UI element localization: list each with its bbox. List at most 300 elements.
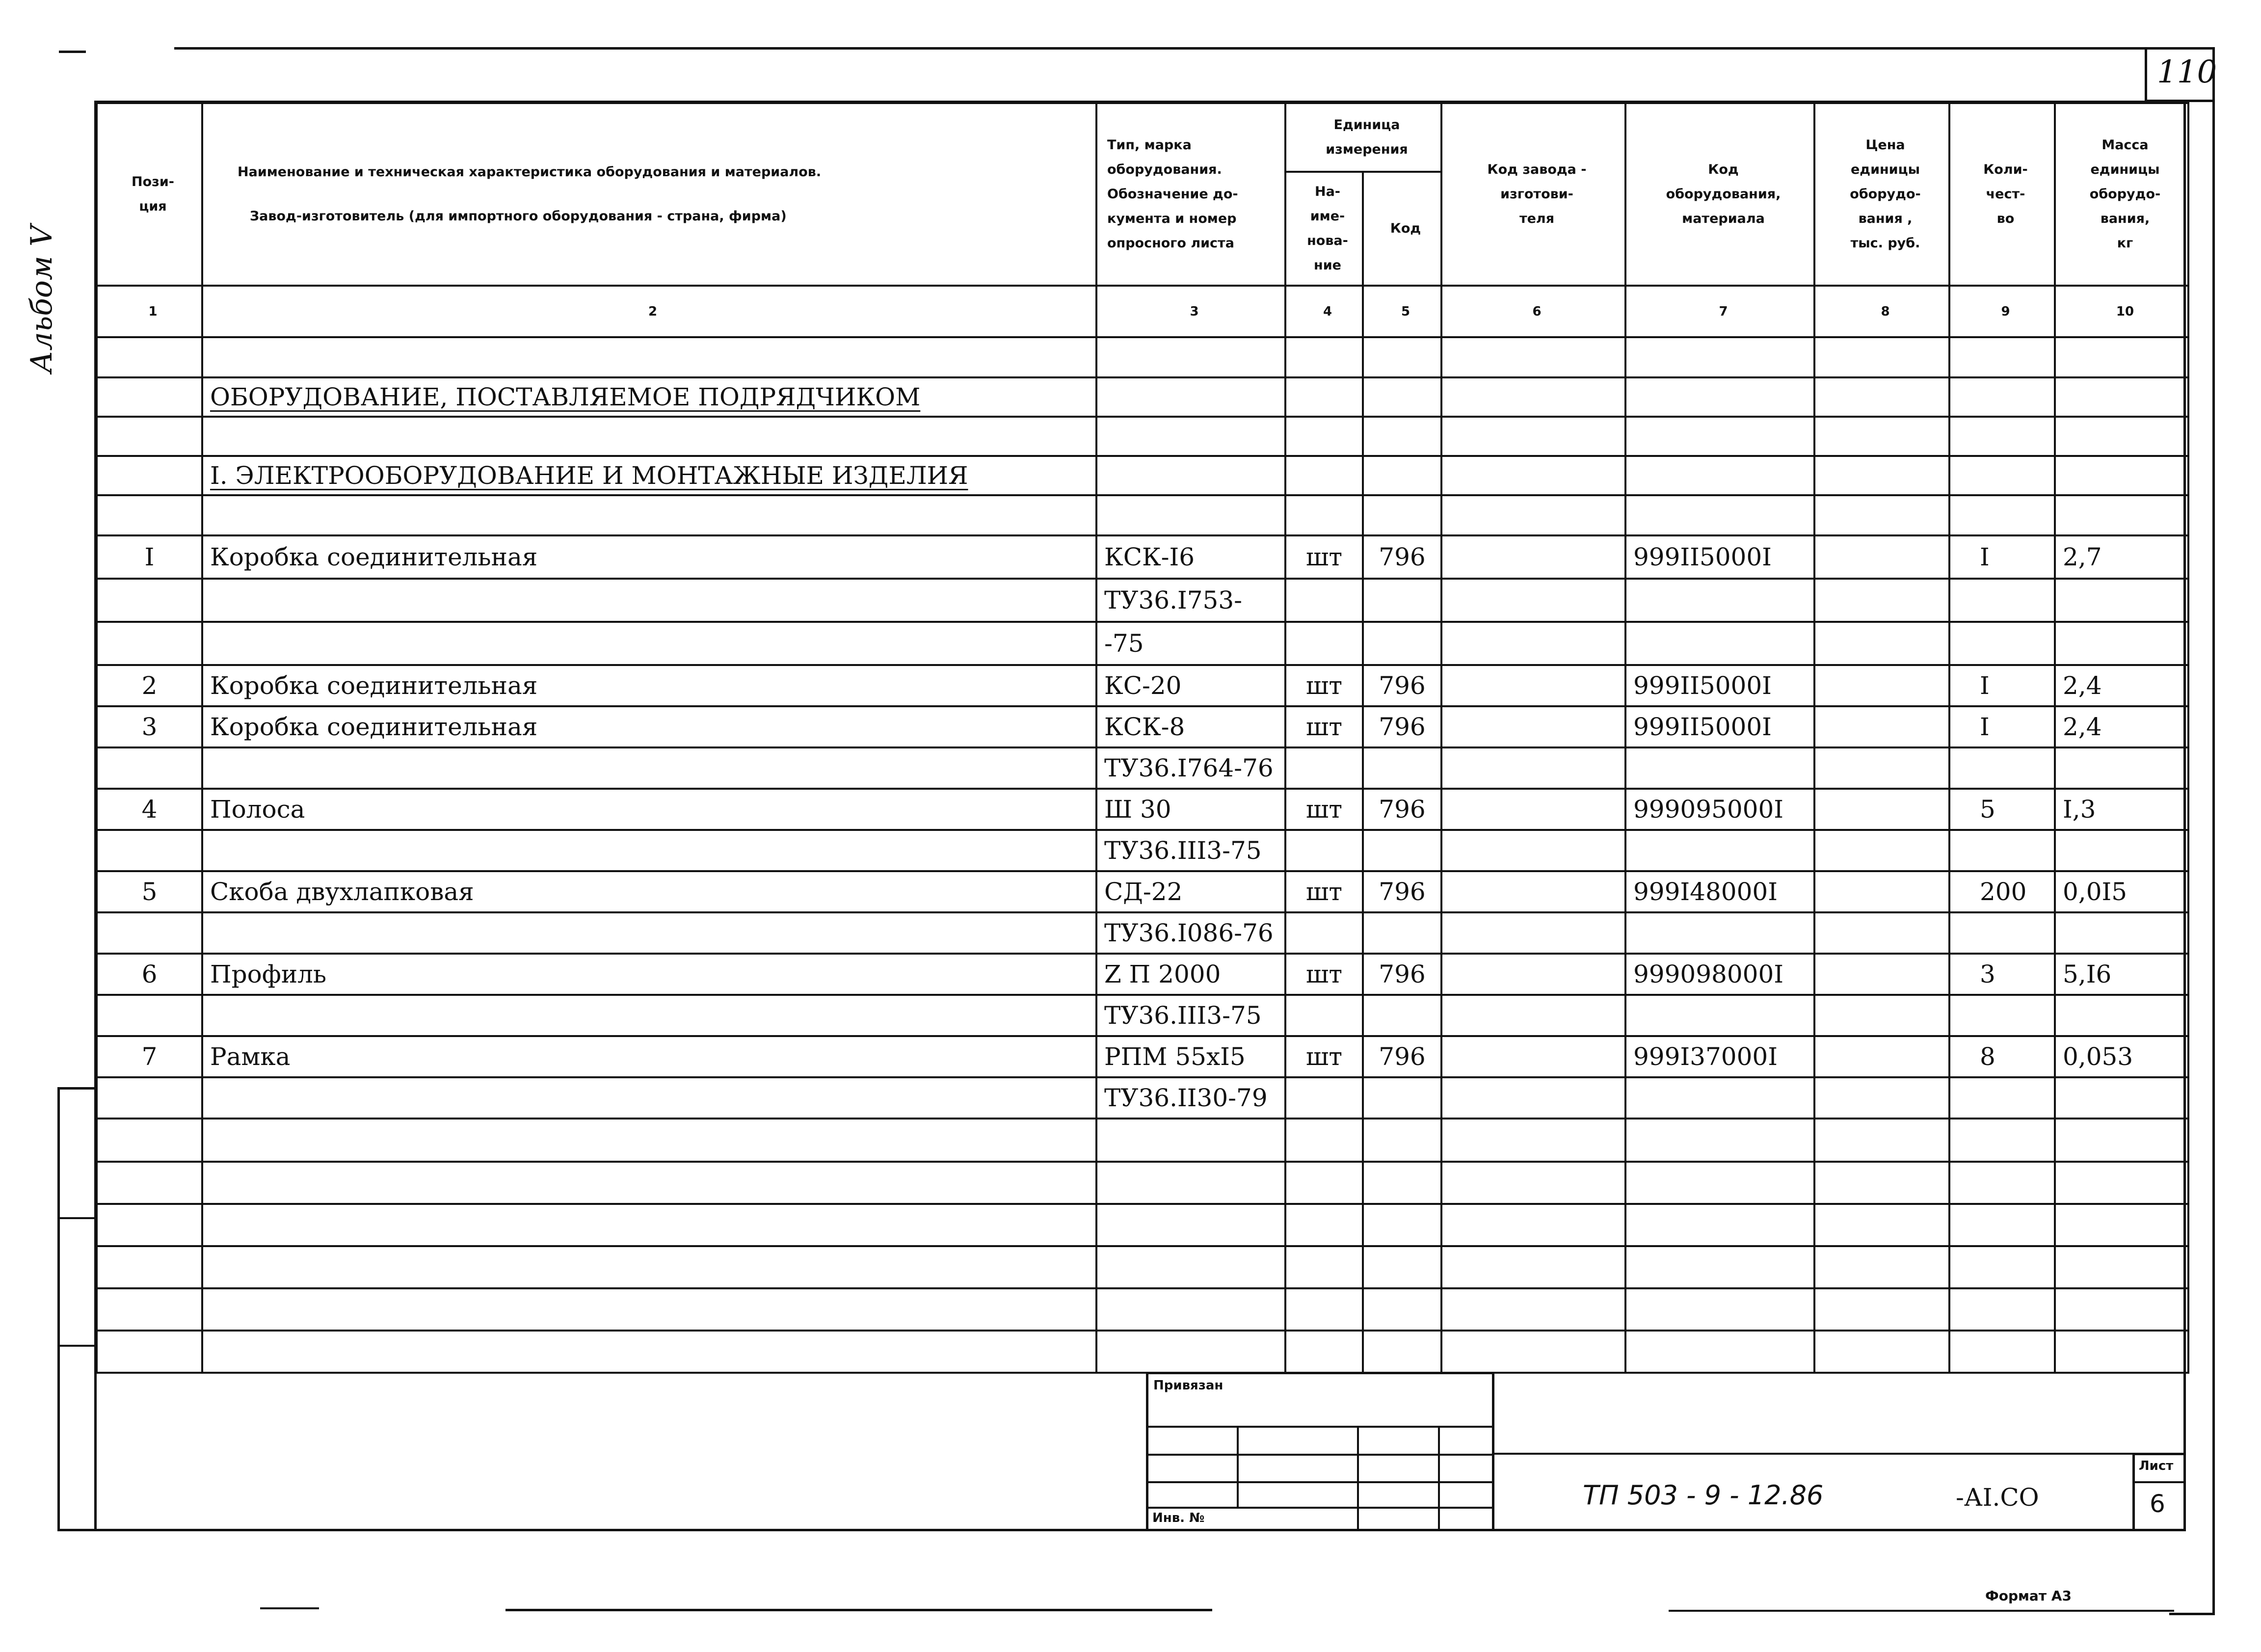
cell-col-4: шт [1285,1036,1363,1077]
cell-col-9 [1949,1246,2055,1288]
cell-col-10 [2055,1246,2188,1288]
stamp-col-line [1237,1426,1239,1507]
cell-col-5 [1363,1246,1441,1288]
cell-col-1: 4 [97,789,202,830]
cell-col-2: ОБОРУДОВАНИЕ, ПОСТАВЛЯЕМОЕ ПОДРЯДЧИКОМ [202,377,1096,417]
cell-col-5 [1363,1162,1441,1204]
cell-col-1: 3 [97,706,202,747]
cell-col-7 [1625,830,1814,871]
table-row [97,1119,2188,1162]
cell-col-4 [1285,337,1363,377]
page-number: 110 [2157,54,2217,90]
cell-col-4 [1285,995,1363,1036]
sheet-box-divider [2132,1481,2186,1483]
cell-col-6 [1441,1246,1625,1288]
cell-col-8 [1814,535,1949,579]
cell-col-10: 0,0I5 [2055,871,2188,912]
cell-col-10 [2055,377,2188,417]
cell-col-7: 999II5000I [1625,706,1814,747]
cell-col-1: 2 [97,665,202,706]
table-row [97,747,2188,789]
cell-col-8 [1814,747,1949,789]
cell-col-1 [97,495,202,535]
header-name-line1: Наименование и техническая характеристика оборудования и материалов. [238,164,822,180]
cell-col-7: 999II5000I [1625,665,1814,706]
cell-col-7 [1625,1288,1814,1331]
cell-col-2: I. ЭЛЕКТРООБОРУДОВАНИЕ И МОНТАЖНЫЕ ИЗДЕЛИЯ [202,456,1096,495]
cell-col-3 [1096,1204,1285,1246]
cell-col-1 [97,579,202,622]
cell-col-9 [1949,830,2055,871]
cell-col-9: I [1949,706,2055,747]
cell-col-6 [1441,495,1625,535]
cell-col-8 [1814,665,1949,706]
cell-col-1 [97,337,202,377]
table-row [97,495,2188,535]
cell-col-2: Скоба двухлапковая [202,871,1096,912]
table-row [97,995,2188,1036]
cell-col-2 [202,417,1096,456]
cell-col-4 [1285,1288,1363,1331]
cell-col-7 [1625,1204,1814,1246]
cell-col-9 [1949,622,2055,665]
cell-col-3 [1096,417,1285,456]
title-block-top-line [1492,1453,2186,1455]
cell-col-6 [1441,1288,1625,1331]
cell-col-6 [1441,1204,1625,1246]
cell-col-5 [1363,495,1441,535]
cell-col-3: ТУ36.III3-75 [1096,830,1285,871]
cell-col-1 [97,377,202,417]
cell-col-1: 7 [97,1036,202,1077]
cell-col-5: 796 [1363,1036,1441,1077]
cell-col-8 [1814,579,1949,622]
bottom-dash [260,1607,319,1609]
header-row [97,103,2188,172]
cell-col-2 [202,830,1096,871]
cell-col-6 [1441,995,1625,1036]
cell-col-1 [97,417,202,456]
cell-col-8 [1814,912,1949,954]
cell-col-4: шт [1285,535,1363,579]
cell-col-3 [1096,1119,1285,1162]
cell-col-9 [1949,337,2055,377]
cell-col-9 [1949,995,2055,1036]
cell-col-8 [1814,830,1949,871]
cell-col-1 [97,1119,202,1162]
cell-col-9: 5 [1949,789,2055,830]
column-number-9: 9 [1949,286,2055,337]
cell-col-3: ТУ36.I753- [1096,579,1285,622]
cell-col-5 [1363,747,1441,789]
cell-col-3: -75 [1096,622,1285,665]
cell-col-1: I [97,535,202,579]
cell-col-3 [1096,495,1285,535]
header-name-line2: Завод-изготовитель (для импортного оборудования - страна, фирма) [250,209,787,224]
cell-col-5 [1363,1119,1441,1162]
cell-col-7 [1625,417,1814,456]
cell-col-1 [97,622,202,665]
cell-col-9 [1949,1077,2055,1119]
top-border-line [174,47,2186,50]
stamp-col-line [1438,1426,1440,1531]
cell-col-2 [202,747,1096,789]
cell-col-8 [1814,1162,1949,1204]
cell-col-7: 999098000I [1625,954,1814,995]
cell-col-4: шт [1285,871,1363,912]
cell-col-2 [202,1288,1096,1331]
cell-col-8 [1814,706,1949,747]
cell-col-10 [2055,1077,2188,1119]
cell-col-9 [1949,579,2055,622]
cell-col-5 [1363,995,1441,1036]
cell-col-9 [1949,1331,2055,1373]
binding-strip-divider [57,1217,97,1219]
cell-col-1 [97,912,202,954]
cell-col-8 [1814,1288,1949,1331]
cell-col-4: шт [1285,954,1363,995]
cell-col-8 [1814,622,1949,665]
bottom-outer-border [2169,1613,2215,1615]
inventory-label: Инв. № [1152,1511,1205,1525]
cell-col-5 [1363,1077,1441,1119]
cell-col-10 [2055,337,2188,377]
column-number-2: 2 [202,286,1096,337]
right-outer-border [2212,47,2215,1615]
cell-col-9 [1949,456,2055,495]
stamp-line [1148,1454,1492,1456]
table-row [97,1288,2188,1331]
cell-col-4: шт [1285,706,1363,747]
cell-col-2 [202,1119,1096,1162]
cell-col-6 [1441,377,1625,417]
cell-col-9 [1949,747,2055,789]
cell-col-7: 999I48000I [1625,871,1814,912]
stamp-line [1148,1481,1492,1483]
cell-col-5 [1363,337,1441,377]
cell-col-3 [1096,1162,1285,1204]
cell-col-6 [1441,1036,1625,1077]
header-position: Пози- ция [97,103,202,286]
cell-col-3: ТУ36.I086-76 [1096,912,1285,954]
table-row [97,706,2188,747]
cell-col-9 [1949,377,2055,417]
table-row [97,665,2188,706]
cell-col-5 [1363,579,1441,622]
table-row [97,535,2188,579]
cell-col-3: КС-20 [1096,665,1285,706]
cell-col-3: РПМ 55хI5 [1096,1036,1285,1077]
cell-col-6 [1441,622,1625,665]
cell-col-8 [1814,1036,1949,1077]
cell-col-10 [2055,912,2188,954]
cell-col-5 [1363,622,1441,665]
header-mass: Масса единицы оборудо- вания, кг [2055,103,2188,286]
cell-col-5: 796 [1363,665,1441,706]
cell-col-9: I [1949,665,2055,706]
cell-col-5: 796 [1363,706,1441,747]
document-number: ТП 503 - 9 - 12.86 [1583,1480,1824,1511]
cell-col-4 [1285,912,1363,954]
cell-col-4 [1285,417,1363,456]
cell-col-3: КСК-I6 [1096,535,1285,579]
cell-col-8 [1814,1077,1949,1119]
table-row [97,912,2188,954]
cell-col-1: 5 [97,871,202,912]
cell-col-4: шт [1285,789,1363,830]
margin-note: Альбом V [25,225,59,373]
cell-col-5: 796 [1363,789,1441,830]
table-row [97,1246,2188,1288]
cell-col-1 [97,995,202,1036]
cell-col-9 [1949,1288,2055,1331]
cell-col-4 [1285,1204,1363,1246]
cell-col-10 [2055,1119,2188,1162]
table-row [97,622,2188,665]
cell-col-7 [1625,912,1814,954]
sheet-number: 6 [2150,1490,2165,1518]
table-row [97,1331,2188,1373]
cell-col-10: 5,I6 [2055,954,2188,995]
cell-col-8 [1814,1246,1949,1288]
table-row [97,789,2188,830]
cell-col-6 [1441,337,1625,377]
cell-col-2 [202,622,1096,665]
cell-col-1 [97,1288,202,1331]
cell-col-10: 0,053 [2055,1036,2188,1077]
cell-col-10 [2055,747,2188,789]
cell-col-7 [1625,456,1814,495]
cell-col-6 [1441,579,1625,622]
table-row [97,830,2188,871]
cell-col-8 [1814,1204,1949,1246]
cell-col-6 [1441,456,1625,495]
cell-col-10: 2,4 [2055,706,2188,747]
cell-col-8 [1814,789,1949,830]
cell-col-10 [2055,579,2188,622]
cell-col-6 [1441,789,1625,830]
cell-col-8 [1814,456,1949,495]
cell-col-9 [1949,1119,2055,1162]
header-name [202,103,1096,286]
cell-col-3 [1096,456,1285,495]
cell-col-6 [1441,535,1625,579]
cell-col-3 [1096,1288,1285,1331]
cell-col-2 [202,1246,1096,1288]
binding-strip [57,1087,97,1531]
cell-col-6 [1441,830,1625,871]
cell-col-4 [1285,747,1363,789]
cell-col-7 [1625,747,1814,789]
cell-col-8 [1814,1331,1949,1373]
cell-col-5 [1363,417,1441,456]
cell-col-6 [1441,871,1625,912]
cell-col-10 [2055,1162,2188,1204]
cell-col-7 [1625,1246,1814,1288]
header-type: Тип, марка оборудования. Обозначение до- кумента и номер опросного листа [1096,103,1285,286]
table-row [97,1077,2188,1119]
header-factory-code: Код завода - изготови- теля [1441,103,1625,286]
cell-col-6 [1441,1331,1625,1373]
cell-col-2 [202,495,1096,535]
cell-col-2 [202,1077,1096,1119]
top-left-dash [59,51,86,53]
cell-col-5 [1363,830,1441,871]
cell-col-1: 6 [97,954,202,995]
cell-col-10 [2055,830,2188,871]
cell-col-1 [97,1204,202,1246]
stamp-col-line [1357,1426,1359,1531]
cell-col-5: 796 [1363,954,1441,995]
cell-col-3: КСК-8 [1096,706,1285,747]
specification-table [96,102,2189,1374]
cell-col-7 [1625,1077,1814,1119]
cell-col-4 [1285,622,1363,665]
cell-col-9: I [1949,535,2055,579]
header-unit-code: Код [1363,172,1441,286]
cell-col-10: I,3 [2055,789,2188,830]
header-material-code: Код оборудования, материала [1625,103,1814,286]
cell-col-2: Коробка соединительная [202,535,1096,579]
cell-col-3: Z П 2000 [1096,954,1285,995]
cell-col-4 [1285,579,1363,622]
cell-col-2: Полоса [202,789,1096,830]
cell-col-3: СД-22 [1096,871,1285,912]
cell-col-7 [1625,622,1814,665]
cell-col-6 [1441,1077,1625,1119]
cell-col-2 [202,579,1096,622]
bottom-line [505,1609,1212,1611]
column-number-6: 6 [1441,286,1625,337]
cell-col-7 [1625,1119,1814,1162]
table-row [97,337,2188,377]
cell-col-4 [1285,495,1363,535]
cell-col-5 [1363,912,1441,954]
cell-col-9 [1949,1162,2055,1204]
cell-col-9: 3 [1949,954,2055,995]
cell-col-7: 999I37000I [1625,1036,1814,1077]
cell-col-2 [202,1204,1096,1246]
cell-col-2: Рамка [202,1036,1096,1077]
cell-col-7 [1625,377,1814,417]
cell-col-8 [1814,995,1949,1036]
cell-col-3 [1096,377,1285,417]
cell-col-2: Коробка соединительная [202,706,1096,747]
cell-col-8 [1814,954,1949,995]
column-number-10: 10 [2055,286,2188,337]
cell-col-2: Профиль [202,954,1096,995]
cell-col-6 [1441,417,1625,456]
column-number-3: 3 [1096,286,1285,337]
stamp-line [1148,1507,1492,1509]
cell-col-5 [1363,1288,1441,1331]
cell-col-9 [1949,1204,2055,1246]
cell-col-7 [1625,1162,1814,1204]
column-number-5: 5 [1363,286,1441,337]
cell-col-6 [1441,747,1625,789]
cell-col-6 [1441,706,1625,747]
header-unit-name: На- име- нова- ние [1285,172,1363,286]
cell-col-8 [1814,495,1949,535]
cell-col-5 [1363,1204,1441,1246]
cell-col-10 [2055,1204,2188,1246]
cell-col-10 [2055,995,2188,1036]
column-number-1: 1 [97,286,202,337]
cell-col-9: 200 [1949,871,2055,912]
cell-col-1 [97,747,202,789]
column-number-8: 8 [1814,286,1949,337]
cell-col-9 [1949,495,2055,535]
table-row [97,1036,2188,1077]
cell-col-2 [202,1331,1096,1373]
cell-col-5 [1363,456,1441,495]
cell-col-4: шт [1285,665,1363,706]
cell-col-7 [1625,337,1814,377]
cell-col-10 [2055,1288,2188,1331]
cell-col-10 [2055,456,2188,495]
cell-col-6 [1441,1119,1625,1162]
header-quantity: Коли- чест- во [1949,103,2055,286]
cell-col-3: ТУ36.I764-76 [1096,747,1285,789]
table-row [97,579,2188,622]
bottom-right-line [1669,1610,2174,1612]
cell-col-2 [202,337,1096,377]
cell-col-9 [1949,417,2055,456]
cell-col-2: Коробка соединительная [202,665,1096,706]
cell-col-6 [1441,1162,1625,1204]
table-row [97,1204,2188,1246]
cell-col-1 [97,456,202,495]
cell-col-1 [97,1077,202,1119]
cell-col-3 [1096,1246,1285,1288]
cell-col-7 [1625,495,1814,535]
cell-col-7 [1625,579,1814,622]
cell-col-5: 796 [1363,871,1441,912]
cell-col-1 [97,830,202,871]
cell-col-4 [1285,377,1363,417]
header-unit-group: Единица измерения [1285,103,1441,172]
cell-col-10: 2,7 [2055,535,2188,579]
cell-col-4 [1285,830,1363,871]
cell-col-6 [1441,665,1625,706]
cell-col-5 [1363,377,1441,417]
section-heading-row [97,377,2188,417]
linked-label: Привязан [1153,1378,1224,1393]
cell-col-4 [1285,1162,1363,1204]
format-label: Формат А3 [1985,1588,2072,1604]
table-row [97,417,2188,456]
section-heading-row [97,456,2188,495]
cell-col-4 [1285,1119,1363,1162]
cell-col-2 [202,1162,1096,1204]
table-row [97,1162,2188,1204]
cell-col-3: ТУ36.II30-79 [1096,1077,1285,1119]
cell-col-10 [2055,622,2188,665]
cell-col-4 [1285,1331,1363,1373]
cell-col-2 [202,995,1096,1036]
header-price: Цена единицы оборудо- вания , тыс. руб. [1814,103,1949,286]
cell-col-3: Ш 30 [1096,789,1285,830]
cell-col-7: 999II5000I [1625,535,1814,579]
linked-stamp [1146,1372,1494,1531]
cell-col-2 [202,912,1096,954]
column-number-4: 4 [1285,286,1363,337]
sheet-label: Лист [2139,1459,2174,1473]
stamp-line [1148,1426,1492,1428]
cell-col-4 [1285,1077,1363,1119]
cell-col-4 [1285,1246,1363,1288]
cell-col-7: 999095000I [1625,789,1814,830]
